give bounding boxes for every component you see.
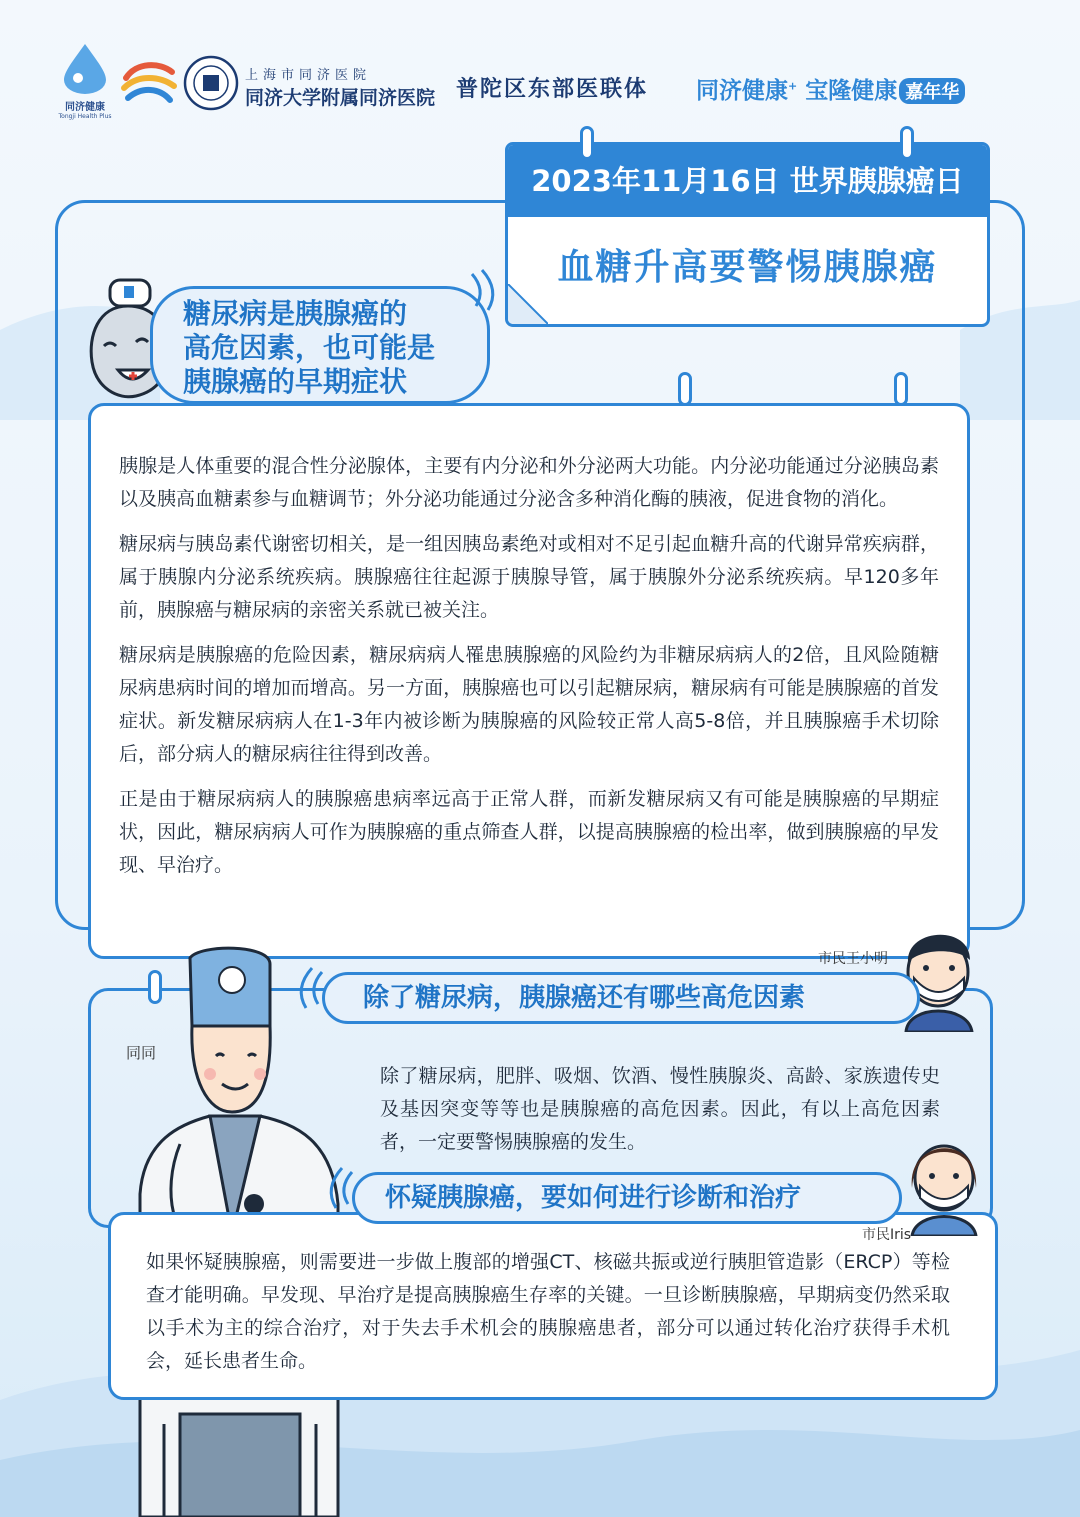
- sound-wave-icon: [322, 1166, 358, 1212]
- sound-wave-icon: [466, 268, 502, 314]
- main-text-board: [88, 403, 970, 959]
- swirl-logo-icon: [120, 58, 178, 108]
- character-name-wangxiaoming: 市民王小明: [818, 951, 888, 967]
- brand-a: 同济健康: [696, 78, 788, 104]
- citizen-iris-icon: [904, 1124, 984, 1236]
- bubble-line-1: 糖尿病是胰腺癌的: [183, 297, 408, 330]
- drop-logo-icon: [52, 40, 118, 96]
- paragraph-2: 糖尿病与胰岛素代谢密切相关，是一组因胰岛素绝对或相对不足引起血糖升高的代谢异常疾病群，属于胰腺内分泌系统疾病。胰腺癌往往起源于胰腺导管，属于胰腺外分泌系统疾病。早120多年前，胰腺癌与糖尿病的亲密关系就已被关注。: [119, 533, 939, 621]
- question-bubble-1: 除了糖尿病，胰腺癌还有哪些高危因素: [322, 972, 920, 1024]
- bubble-line-3: 胰腺癌的早期症状: [183, 365, 408, 398]
- alliance-name: 普陀区东部医联体: [456, 76, 649, 102]
- brand-b: 宝隆健康: [805, 78, 898, 104]
- answer-2: 如果怀疑胰腺癌，则需要进一步做上腹部的增强CT、核磁共振或逆行胰胆管造影（ERCP）等检查才能明确。早发现、早治疗是提高胰腺癌生存率的关键。一旦诊断胰腺癌，早期病变仍然采取以手术为主的综合治疗，对于失去手术机会的胰腺癌患者，部分可以通过转化治疗获得手术机会，延长患者生命。: [146, 1251, 950, 1372]
- tongji-health-logo: [52, 40, 118, 120]
- clip-pin: [678, 372, 692, 406]
- clip-pin: [580, 126, 594, 160]
- hospital-name-line2: 同济大学附属同济医院: [245, 87, 436, 109]
- title-card: [505, 142, 990, 327]
- page-curl-icon: [508, 284, 548, 324]
- bubble-line-2: 高危因素，也可能是: [183, 331, 436, 364]
- clip-pin: [894, 372, 908, 406]
- intro-bubble: [150, 286, 490, 404]
- logo-text: 同济健康: [65, 102, 105, 113]
- question-bubble-2: 怀疑胰腺癌，要如何进行诊断和治疗: [352, 1172, 902, 1224]
- title-subtitle: 血糖升高要警惕胰腺癌: [557, 247, 938, 288]
- clip-pin: [900, 126, 914, 160]
- character-name-tongtong: 同同: [126, 1044, 157, 1062]
- logo-subtext: Tongji Health Plus: [58, 113, 112, 120]
- paragraph-1: 胰腺是人体重要的混合性分泌腺体，主要有内分泌和外分泌两大功能。内分泌功能通过分泌胰岛素以及胰高血糖素参与血糖调节；外分泌功能通过分泌含多种消化酶的胰液，促进食物的消化。: [119, 455, 939, 510]
- answer-1: 除了糖尿病，肥胖、吸烟、饮酒、慢性胰腺炎、高龄、家族遗传史及基因突变等等也是胰腺癌的高危因素。因此，有以上高危因素者，一定要警惕胰腺癌的发生。: [380, 1065, 940, 1153]
- hospital-name-line1: 上海市同济医院: [245, 68, 372, 83]
- title-date: 2023年11月16日 世界胰腺癌日: [508, 145, 987, 217]
- brand-banner: 同济健康+ 宝隆健康 嘉年华: [696, 72, 965, 105]
- brand-tag: 嘉年华: [899, 78, 965, 104]
- paragraph-3: 糖尿病是胰腺癌的危险因素，糖尿病病人罹患胰腺癌的风险约为非糖尿病病人的2倍，且风险随糖尿病患病时间的增加而增高。另一方面，胰腺癌也可以引起糖尿病，糖尿病有可能是胰腺癌的首发症状。新发糖尿病病人在1-3年内被诊断为胰腺癌的风险较正常人高5-8倍，并且胰腺癌手术切除后，部分病人的糖尿病往往得到改善。: [119, 644, 939, 765]
- hospital-seal-icon: [183, 55, 239, 111]
- character-name-iris: 市民Iris: [862, 1227, 912, 1243]
- paragraph-4: 正是由于糖尿病病人的胰腺癌患病率远高于正常人群，而新发糖尿病又有可能是胰腺癌的早期症状，因此，糖尿病病人可作为胰腺癌的重点筛查人群，以提高胰腺癌的检出率，做到胰腺癌的早发现、早治疗。: [119, 788, 939, 876]
